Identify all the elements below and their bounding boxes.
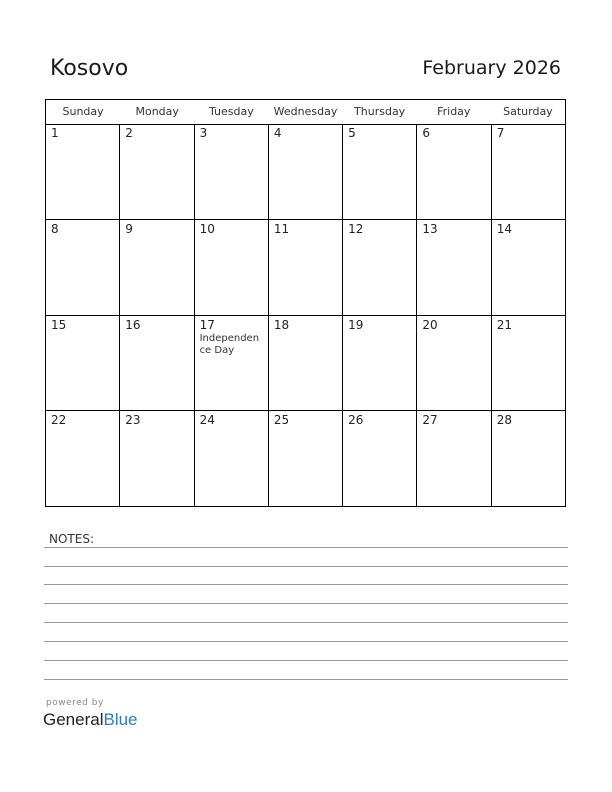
day-number: 14: [496, 221, 512, 236]
day-cell: [195, 316, 269, 411]
day-number: 26: [348, 413, 364, 428]
day-cell: [269, 411, 343, 506]
day-cell: [120, 220, 194, 315]
brand-part-general: General: [43, 710, 104, 729]
powered-by-text: powered by: [46, 698, 104, 708]
notes-line: [44, 566, 568, 567]
holiday-label: Independence Day: [199, 332, 260, 356]
day-number: 24: [199, 413, 215, 428]
day-cell: [46, 411, 120, 506]
day-number: 13: [422, 221, 438, 236]
day-cell: [195, 411, 269, 506]
notes-line: [44, 547, 568, 548]
day-number: 21: [496, 317, 512, 332]
notes-line: [44, 603, 568, 604]
day-cell: [417, 411, 491, 506]
weekday-header: [46, 100, 565, 125]
day-number: 18: [273, 317, 290, 332]
day-number: 27: [422, 413, 438, 428]
day-cell: [46, 316, 120, 411]
day-cell: [343, 411, 417, 506]
weekday-label: Wednesday: [273, 105, 338, 118]
day-number: 6: [422, 126, 431, 140]
day-number: 2: [125, 126, 133, 140]
day-number: 3: [199, 126, 208, 140]
weekday-label: Thursday: [354, 105, 406, 118]
notes-line: [44, 622, 568, 623]
day-cell: [120, 316, 194, 411]
brand-part-blue: Blue: [103, 710, 138, 729]
week-row: [46, 124, 565, 220]
day-cell: [195, 124, 269, 219]
day-number: 7: [496, 126, 505, 140]
day-cell: [120, 411, 194, 506]
weekday-label: Monday: [135, 105, 179, 118]
notes-line: [44, 679, 568, 680]
day-cell: [417, 124, 491, 219]
day-number: 4: [273, 126, 282, 140]
weeks: [46, 124, 565, 506]
day-number: 17: [199, 317, 215, 332]
day-cell: [195, 220, 269, 315]
day-number: 10: [199, 221, 215, 236]
notes-label: NOTES:: [49, 532, 94, 546]
week-row: [46, 220, 565, 316]
weekday-label: Saturday: [503, 105, 553, 118]
day-number: 28: [496, 413, 512, 428]
day-cell: [269, 220, 343, 315]
day-number: 19: [348, 317, 364, 332]
day-number: 22: [51, 413, 67, 428]
week-row: [46, 316, 565, 412]
day-number: 8: [51, 221, 59, 236]
day-cell: [417, 316, 491, 411]
day-number: 23: [125, 413, 141, 428]
day-number: 20: [422, 317, 438, 332]
day-number: 9: [125, 221, 133, 236]
day-number: 11: [273, 221, 290, 236]
day-cell: [492, 220, 565, 315]
weekday-label: Sunday: [62, 105, 104, 118]
brand-logo: [43, 710, 138, 730]
day-cell: [417, 220, 491, 315]
day-number: 15: [51, 317, 67, 332]
day-cell: [120, 124, 194, 219]
day-cell: [269, 124, 343, 219]
day-cell: [343, 220, 417, 315]
day-cell: [343, 316, 417, 411]
weekday-label: Friday: [437, 105, 471, 118]
day-cell: [492, 124, 565, 219]
day-cell: [492, 316, 565, 411]
day-cell: [46, 220, 120, 315]
notes-line: [44, 641, 568, 642]
day-number: 5: [348, 126, 356, 140]
day-number: 12: [348, 221, 364, 236]
day-number: 25: [273, 413, 290, 428]
day-number: 1: [51, 126, 59, 140]
notes-line: [44, 660, 568, 661]
day-cell: [269, 316, 343, 411]
calendar-grid: [45, 99, 566, 507]
day-cell: [343, 124, 417, 219]
weekday-label: Tuesday: [208, 105, 254, 118]
month-title: February 2026: [422, 57, 561, 79]
week-row: [46, 411, 565, 506]
day-number: 16: [125, 317, 141, 332]
country-title: Kosovo: [50, 56, 129, 81]
day-cell: [46, 124, 120, 219]
day-cell: [492, 411, 565, 506]
notes-line: [44, 584, 568, 585]
